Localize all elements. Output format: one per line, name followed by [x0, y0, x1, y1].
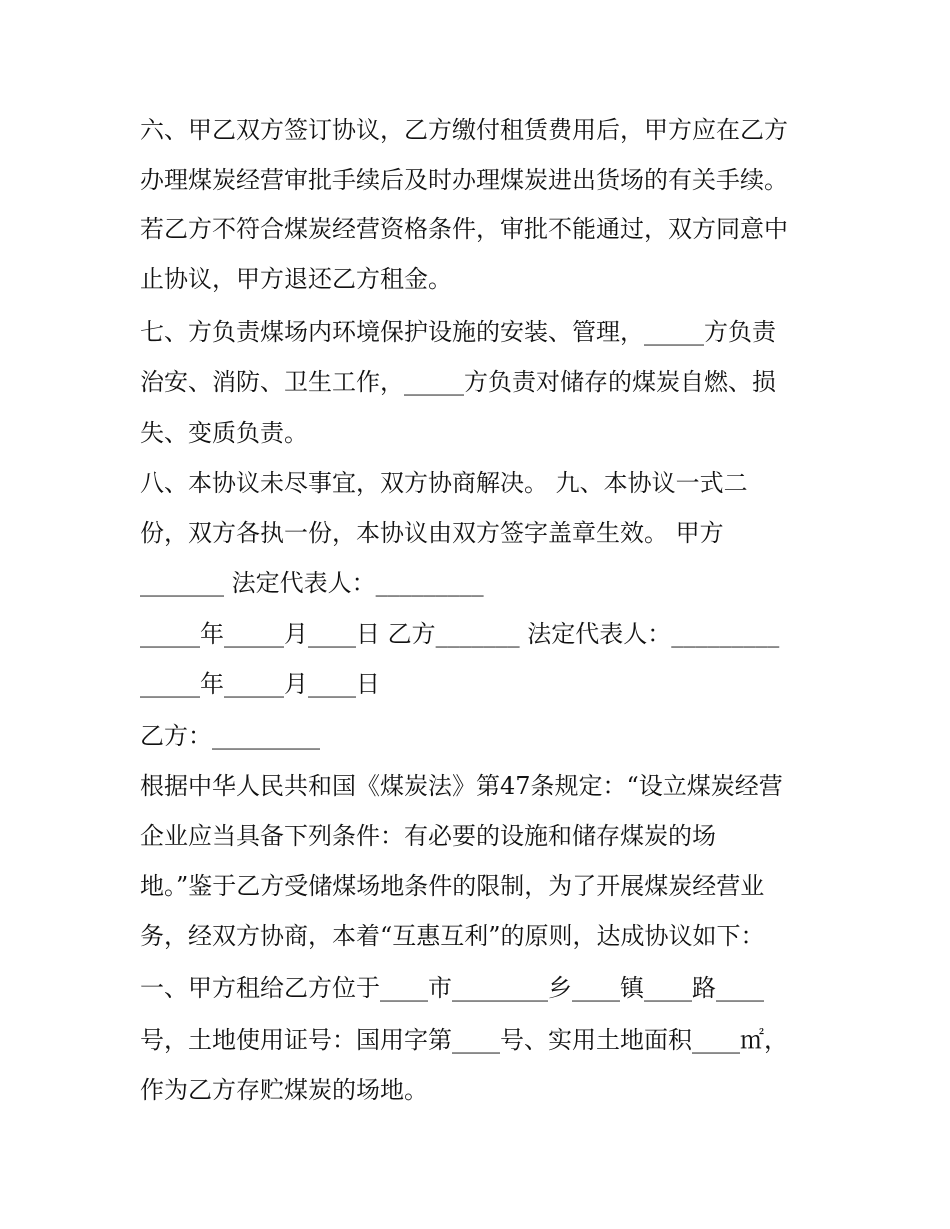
- text-line: 治安、消防、卫生工作，_____方负责对储存的煤炭自燃、损: [140, 368, 776, 396]
- text-line: 号，土地使用证号：国用字第____号、实用土地面积____㎡，: [140, 1026, 788, 1054]
- date-line: _____年_____月____日: [140, 670, 380, 698]
- signature-line-party-a: _______ 法定代表人：_________: [140, 569, 484, 597]
- text-line: 止协议，甲方退还乙方租金。: [140, 265, 452, 293]
- text-line: 务，经双方协商，本着“互惠互利”的原则，达成协议如下：: [140, 922, 765, 950]
- text-line: 办理煤炭经营审批手续后及时办理煤炭进出货场的有关手续。: [140, 166, 788, 194]
- text-line: 地。”鉴于乙方受储煤场地条件的限制，为了开展煤炭经营业: [140, 872, 765, 900]
- signature-line-date-party-b: _____年_____月____日 乙方_______ 法定代表人：_________: [140, 620, 780, 648]
- text-line: 六、甲乙双方签订协议，乙方缴付租赁费用后，甲方应在乙方: [140, 116, 788, 144]
- text-line: 八、本协议未尽事宜，双方协商解决。 九、本协议一式二: [140, 469, 748, 497]
- text-line: 失、变质负责。: [140, 419, 308, 447]
- text-line: 作为乙方存贮煤炭的场地。: [140, 1076, 428, 1104]
- text-line: 企业应当具备下列条件：有必要的设施和储存煤炭的场: [140, 822, 716, 850]
- text-line: 若乙方不符合煤炭经营资格条件，审批不能通过，双方同意中: [140, 215, 788, 243]
- text-line: 根据中华人民共和国《煤炭法》第47条规定：“设立煤炭经营: [140, 772, 783, 800]
- text-line: 份，双方各执一份，本协议由双方签字盖章生效。 甲方: [140, 519, 724, 547]
- text-line: 一、甲方租给乙方位于____市________乡____镇____路____: [140, 974, 764, 1002]
- text-line: 七、方负责煤场内环境保护设施的安装、管理，_____方负责: [140, 318, 776, 346]
- party-b-line: 乙方：_________: [140, 722, 320, 750]
